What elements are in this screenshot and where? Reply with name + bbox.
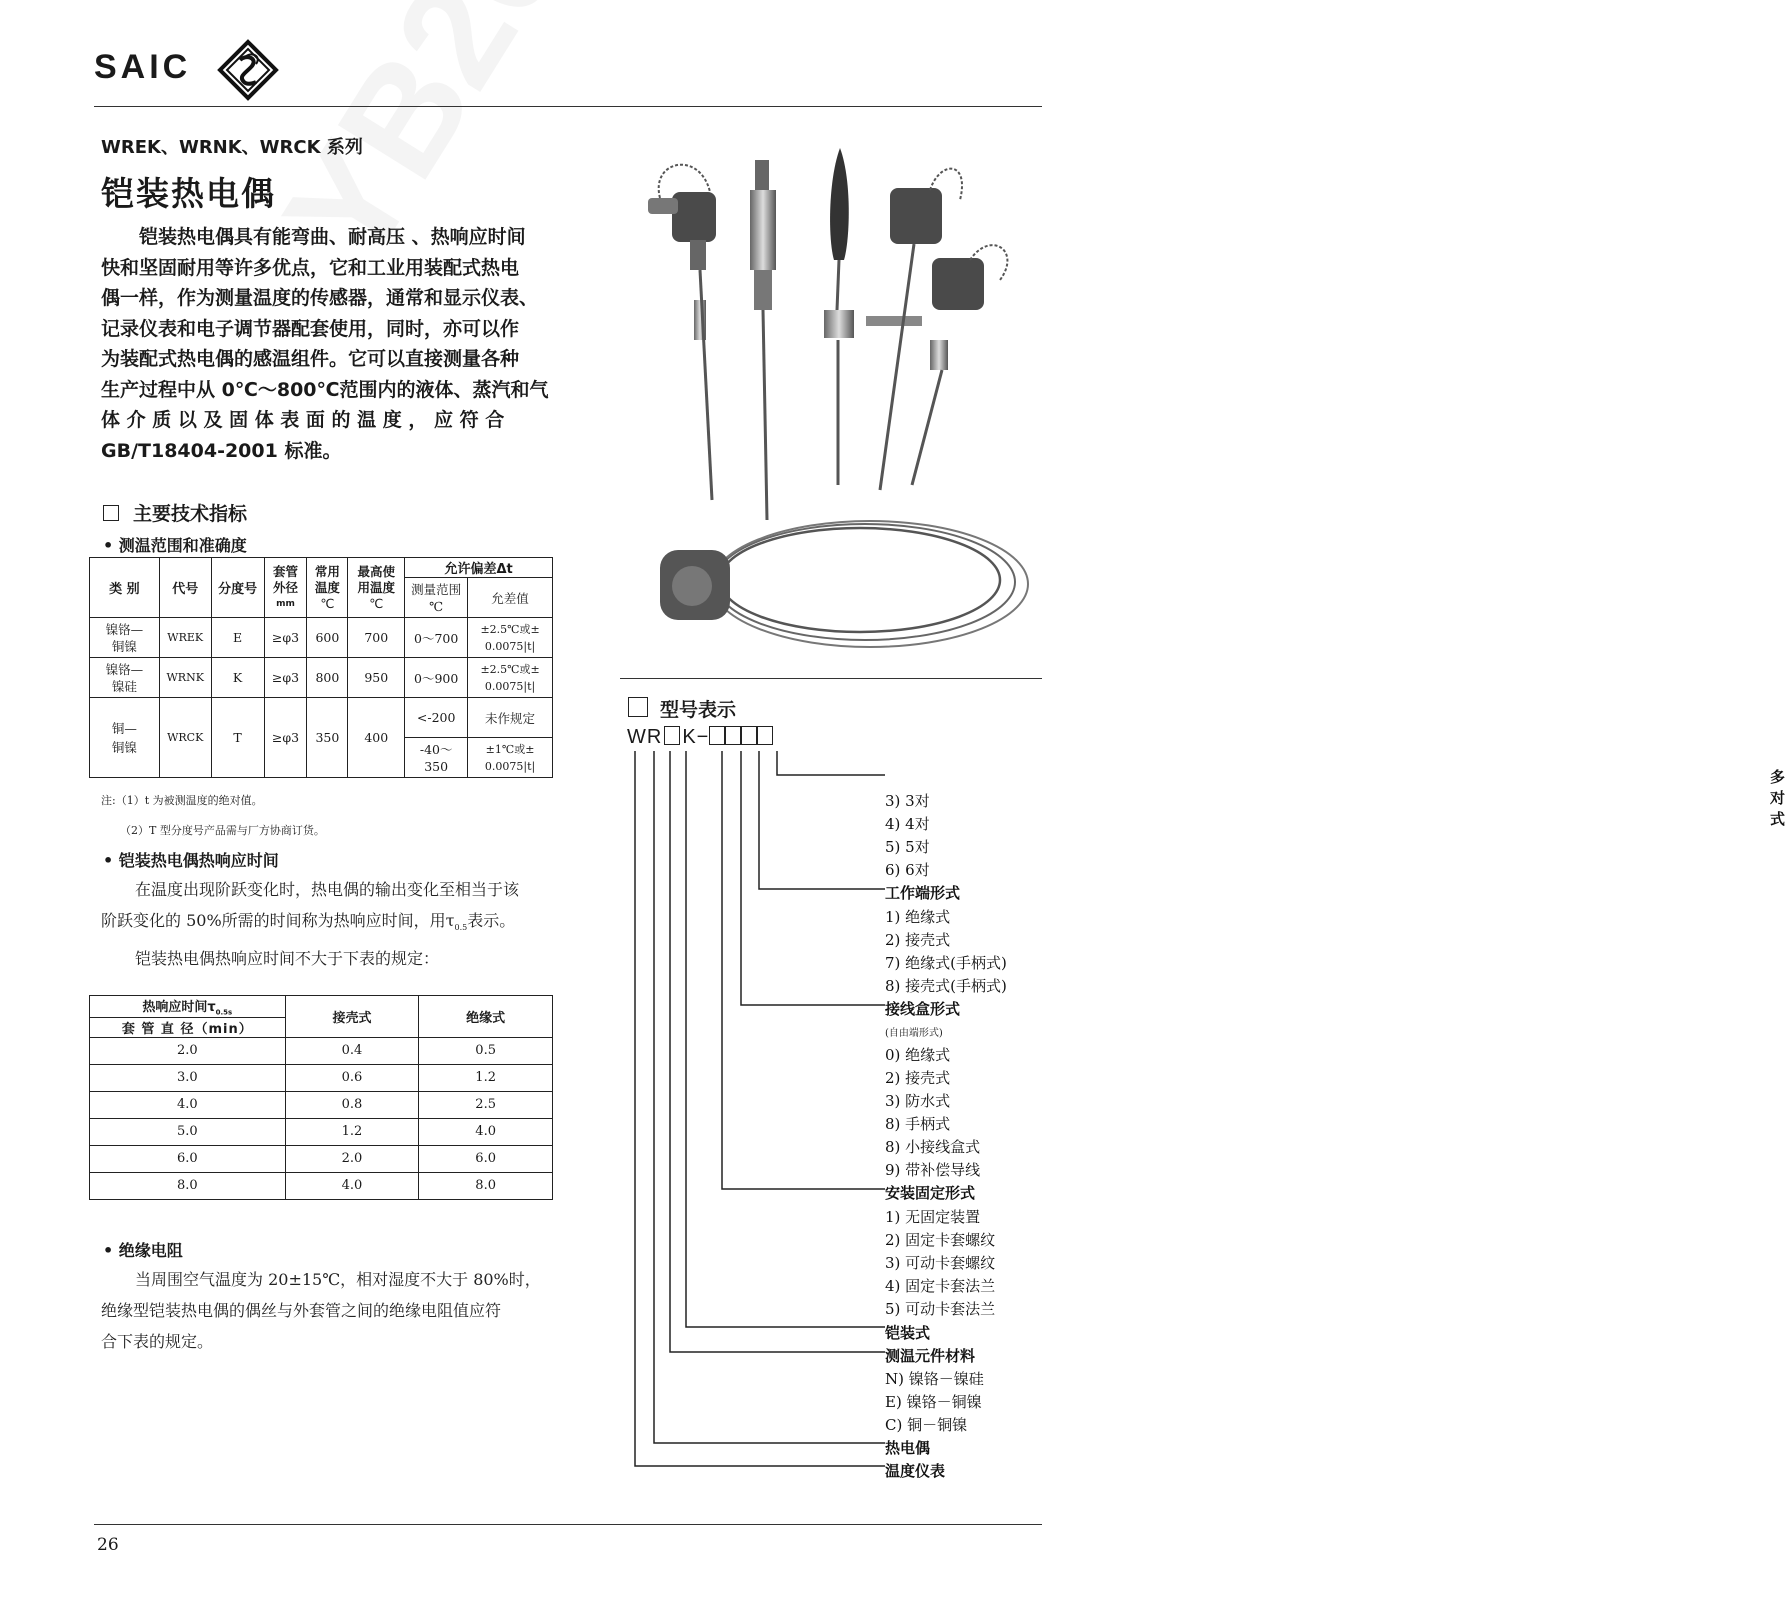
model-heading	[628, 695, 736, 722]
option-item: 1) 绝缘式	[885, 908, 951, 926]
option-item: 2) 接壳式	[885, 931, 951, 949]
cell-text: -40～	[419, 741, 453, 757]
cell-case: 0.6	[285, 1064, 419, 1091]
cell-category	[90, 698, 160, 778]
code-box	[741, 726, 757, 745]
thermocouple-probe-1	[648, 165, 716, 500]
option-work-end: 工作端形式	[885, 884, 961, 902]
cell-range: <-200	[405, 698, 468, 738]
cell-deviation	[468, 618, 553, 658]
col-deviation: 允差值	[468, 578, 553, 618]
cell-diameter: 3.0	[90, 1064, 286, 1091]
col-range-l1: 测量范围	[411, 581, 462, 597]
cell-insulated: 6.0	[419, 1145, 553, 1172]
col-case: 接壳式	[285, 996, 419, 1038]
intro-line: 偶一样，作为测量温度的传感器，通常和显示仪表、	[101, 287, 539, 309]
saic-logo-icon	[218, 40, 278, 100]
code-dash: −	[696, 726, 710, 748]
footer-rule	[94, 1524, 1042, 1525]
option-item: 3) 3对	[885, 792, 930, 810]
cell-text: 铜—	[111, 720, 137, 736]
cell-insulated: 4.0	[419, 1118, 553, 1145]
option-item: 7) 绝缘式(手柄式)	[885, 954, 1007, 972]
cell-sheath: ≥φ3	[264, 618, 307, 658]
response-table	[89, 995, 553, 1200]
col-diameter: 套 管 直 径（min）	[90, 1017, 286, 1037]
checkbox-square-icon	[628, 697, 648, 717]
cell-text: 镍硅	[111, 678, 137, 694]
option-item: N) 镍铬－镍硅	[885, 1370, 984, 1388]
cell-insulated: 1.2	[419, 1064, 553, 1091]
intro-paragraph	[101, 222, 561, 466]
option-item: 0) 绝缘式	[885, 1046, 951, 1064]
option-item: 4) 固定卡套法兰	[885, 1277, 996, 1295]
option-temp-instrument: 温度仪表	[885, 1462, 946, 1480]
cell-deviation	[468, 738, 553, 778]
intro-line: 生产过程中从 0℃～800℃范围内的液体、蒸汽和气	[101, 378, 549, 401]
cell-range	[405, 738, 468, 778]
option-thermocouple: 热电偶	[885, 1439, 931, 1457]
company-logo-text: SAIC	[94, 48, 192, 86]
cell-text: ±1℃或±	[485, 742, 535, 756]
cell-code: WRNK	[159, 658, 211, 698]
option-item: 3) 防水式	[885, 1092, 951, 1110]
tau-subscript: 0.5s	[215, 1008, 233, 1017]
cell-insulated: 0.5	[419, 1037, 553, 1064]
option-item: 5) 5对	[885, 838, 930, 856]
cell-diameter: 8.0	[90, 1172, 286, 1199]
cell-deviation	[468, 658, 553, 698]
table-row	[90, 1091, 553, 1118]
col-category: 类 别	[90, 558, 160, 618]
cell-diameter: 2.0	[90, 1037, 286, 1064]
option-item: 6) 6对	[885, 861, 930, 879]
cell-text: 0.0075|t|	[484, 679, 536, 693]
cell-case: 1.2	[285, 1118, 419, 1145]
col-response-time	[90, 996, 286, 1018]
cell-deviation: 未作规定	[468, 698, 553, 738]
table-row	[90, 618, 553, 658]
intro-line: GB/T18404-2001 标准。	[101, 439, 342, 462]
option-item: 8) 小接线盒式	[885, 1138, 981, 1156]
cell-text: 350	[424, 758, 449, 774]
cell-text: 镍铬—	[105, 661, 144, 677]
option-item: 2) 固定卡套螺纹	[885, 1231, 996, 1249]
option-item: 9) 带补偿导线	[885, 1161, 981, 1179]
code-box	[664, 726, 680, 745]
cell-category	[90, 618, 160, 658]
cell-text: 镍铬—	[105, 621, 144, 637]
option-item: C) 铜－铜镍	[885, 1416, 968, 1434]
option-note: (自由端形式)	[885, 1028, 943, 1039]
cell-diameter: 6.0	[90, 1145, 286, 1172]
col-code: 代号	[159, 558, 211, 618]
col-max-l2: 用温度	[357, 579, 396, 595]
cell-normal: 800	[307, 658, 348, 698]
option-item: E) 镍铬－铜镍	[885, 1393, 982, 1411]
tau-subscript: 0.5	[454, 923, 468, 933]
cell-normal: 350	[307, 698, 348, 778]
insulation-line: 当周围空气温度为 20±15℃，相对湿度不大于 80%时，	[135, 1270, 541, 1289]
spec-heading	[103, 499, 247, 526]
option-element-material: 测温元件材料	[885, 1347, 976, 1365]
note-1: 注:（1）t 为被测温度的绝对值。	[101, 794, 263, 807]
response-paragraph	[101, 874, 561, 974]
col-max-l1: 最高使	[357, 563, 396, 579]
checkbox-square-icon	[103, 505, 119, 521]
cell-text: 0.0075|t|	[484, 639, 536, 653]
cell-text: 铜镍	[111, 739, 137, 755]
cell-case: 4.0	[285, 1172, 419, 1199]
option-mounting: 安装固定形式	[885, 1184, 976, 1202]
insulation-heading: • 绝缘电阻	[103, 1241, 183, 1260]
cell-code: WRCK	[159, 698, 211, 778]
cell-grade: K	[211, 658, 264, 698]
thermocouple-probe-3	[824, 148, 854, 485]
col-sheath-l2: 外径	[272, 579, 298, 595]
response-line: 在温度出现阶跃变化时，热电偶的输出变化至相当于该	[135, 880, 520, 899]
option-item: 4) 4对	[885, 815, 930, 833]
cell-diameter: 4.0	[90, 1091, 286, 1118]
cell-insulated: 8.0	[419, 1172, 553, 1199]
cell-range: 0～700	[405, 618, 468, 658]
insulation-line: 绝缘型铠装热电偶的偶丝与外套管之间的绝缘电阻值应符	[101, 1301, 502, 1320]
col-grade: 分度号	[211, 558, 264, 618]
table-row	[90, 698, 553, 738]
response-heading: • 铠装热电偶热响应时间	[103, 851, 279, 870]
col-range	[405, 578, 468, 618]
model-leader-lines	[620, 745, 890, 1475]
intro-line: 快和坚固耐用等许多优点，它和工业用装配式热电	[101, 256, 520, 279]
photo-rule	[620, 678, 1042, 679]
col-sheath-l1: 套管	[272, 563, 298, 579]
col-range-l2: ℃	[429, 598, 444, 614]
code-box	[725, 726, 741, 745]
response-text: 阶跃变化的 50%所需的时间称为热响应时间，用τ	[101, 911, 455, 930]
cell-case: 0.4	[285, 1037, 419, 1064]
cell-max: 950	[348, 658, 405, 698]
header-text: 热响应时间τ	[142, 1000, 216, 1015]
option-item: 2) 接壳式	[885, 1069, 951, 1087]
intro-line: 体 介 质 以 及 固 体 表 面 的 温 度 ， 应 符 合	[101, 409, 505, 431]
col-sheath-l3: mm	[276, 598, 295, 609]
col-normal-l3: ℃	[320, 595, 335, 611]
cell-case: 0.8	[285, 1091, 419, 1118]
col-tolerance: 允许偏差Δt	[405, 558, 553, 578]
table-row	[90, 1172, 553, 1199]
cell-max: 700	[348, 618, 405, 658]
col-max-l3: ℃	[369, 595, 384, 611]
insulation-paragraph	[101, 1264, 561, 1357]
cell-text: 0.0075|t|	[484, 759, 536, 773]
col-normal-temp	[307, 558, 348, 618]
option-armored: 铠装式	[885, 1324, 931, 1342]
cell-text: ±2.5℃或±	[480, 662, 540, 676]
series-label: WREK、WRNK、WRCK 系列	[101, 137, 363, 158]
option-item: 3) 可动卡套螺纹	[885, 1254, 996, 1272]
col-insulated: 绝缘式	[419, 996, 553, 1038]
cell-grade: T	[211, 698, 264, 778]
header-rule	[94, 106, 1042, 107]
col-max-temp	[348, 558, 405, 618]
option-item: 8) 手柄式	[885, 1115, 951, 1133]
cell-case: 2.0	[285, 1145, 419, 1172]
cell-code: WREK	[159, 618, 211, 658]
response-line-2	[101, 905, 561, 943]
option-item: 8) 接壳式(手柄式)	[885, 977, 1007, 995]
cell-text: ±2.5℃或±	[480, 622, 540, 636]
code-prefix: WR	[627, 726, 663, 748]
insulation-line: 合下表的规定。	[101, 1332, 214, 1351]
cell-text: 铜镍	[111, 638, 137, 654]
option-item: 5) 可动卡套法兰	[885, 1300, 996, 1318]
page-title: 铠装热电偶	[101, 174, 276, 213]
intro-line: 铠装热电偶具有能弯曲、耐高压 、热响应时间	[139, 226, 526, 248]
cell-insulated: 2.5	[419, 1091, 553, 1118]
product-photo	[630, 140, 1042, 670]
cell-category	[90, 658, 160, 698]
response-line: 铠装热电偶热响应时间不大于下表的规定：	[135, 949, 440, 969]
model-heading-text: 型号表示	[660, 699, 737, 721]
note-2: （2）T 型分度号产品需与厂方协商订货。	[120, 824, 325, 837]
option-multi-pair: 多对式	[1770, 768, 1785, 828]
col-normal-l1: 常用	[314, 563, 340, 579]
cell-normal: 600	[307, 618, 348, 658]
col-normal-l2: 温度	[314, 579, 340, 595]
code-k: K	[682, 726, 697, 748]
cell-range: 0～900	[405, 658, 468, 698]
cell-sheath: ≥φ3	[264, 658, 307, 698]
thermocouple-coil	[660, 521, 1028, 647]
table-row	[90, 1064, 553, 1091]
thermocouple-probe-5	[912, 245, 1007, 485]
thermocouple-probe-2	[750, 160, 776, 520]
cell-max: 400	[348, 698, 405, 778]
code-box	[709, 726, 725, 745]
table-row	[90, 1037, 553, 1064]
spec-table	[89, 557, 553, 778]
table-row	[90, 658, 553, 698]
code-box	[757, 726, 773, 745]
table-row	[90, 1118, 553, 1145]
intro-line: 为装配式热电偶的感温组件。它可以直接测量各种	[101, 348, 520, 370]
spec-heading-text: 主要技术指标	[133, 503, 248, 525]
option-item: 1) 无固定装置	[885, 1208, 981, 1226]
spec-subheading: • 测温范围和准确度	[103, 536, 247, 555]
cell-sheath: ≥φ3	[264, 698, 307, 778]
intro-line: 记录仪表和电子调节器配套使用，同时，亦可以作	[101, 317, 520, 340]
page-number: 26	[97, 1535, 119, 1555]
option-junction-box: 接线盒形式	[885, 1000, 961, 1018]
thermocouple-probe-4	[866, 169, 962, 490]
response-text: 表示。	[467, 911, 516, 930]
cell-grade: E	[211, 618, 264, 658]
table-row	[90, 1145, 553, 1172]
col-sheath	[264, 558, 307, 618]
cell-diameter: 5.0	[90, 1118, 286, 1145]
